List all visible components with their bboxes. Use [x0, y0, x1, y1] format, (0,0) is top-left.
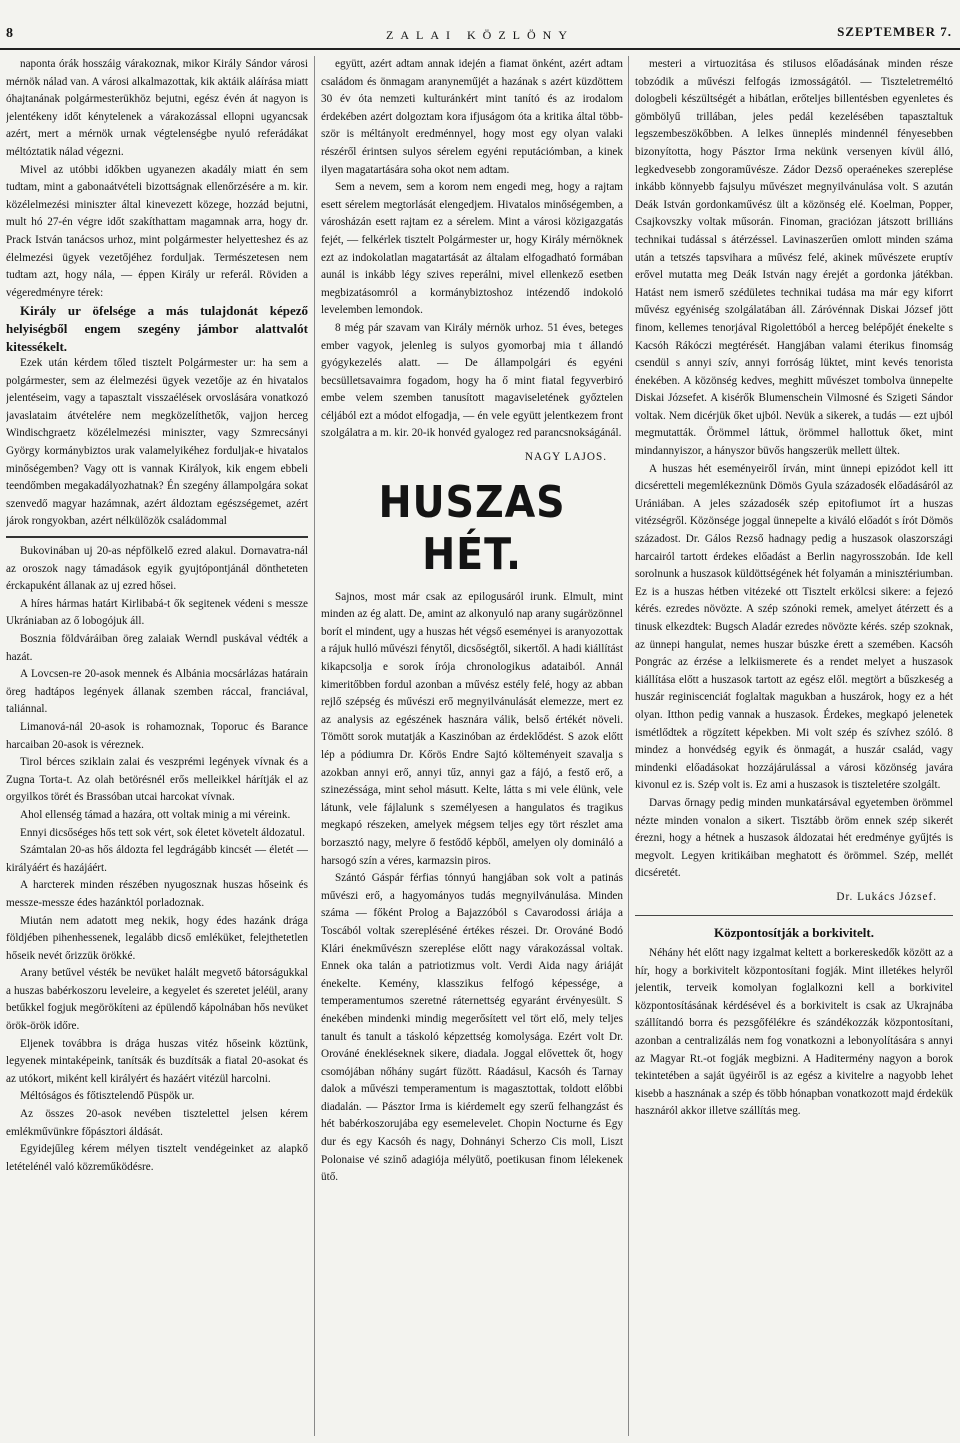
- section-divider: [6, 536, 308, 538]
- article-paragraph: Egyidejűleg kérem mélyen tisztelt vendégeinket az alapkő letételénél való közreműködésre.: [6, 1143, 308, 1173]
- article-paragraph: Tirol bérces sziklain zalai és veszprémi legények vívnak és a Zugna Torta-t. Az olah betörésnél erős melleikkel hárítják el az orgyilkos törét és Brassóban utcai harcokat vívnak.: [6, 756, 308, 804]
- article-paragraph: Bosznia földváráiban öreg zalaiak Werndl puskával védték a hazát.: [6, 633, 308, 663]
- section-headline: Központosítják a borkivitelt.: [635, 915, 953, 942]
- column-divider: [628, 56, 629, 1436]
- section-headline: HUSZAS HÉT.: [378, 476, 566, 580]
- newspaper-title: ZALAI KÖZLÖNY: [386, 28, 574, 42]
- article-paragraph: Sajnos, most már csak az epilogusáról irunk. Elmult, mint minden az ég alatt. De, amint az alkonyuló nap arany sugárözönnel borít el mindent, ugy a huszas hét végső eseményei is aranyozottak a rájuk hulló művészi fénytől, dicsőségtől, sikertől. A hadi kiállítást kikapcsolja e sorok írója chronologikus adataiból. Annál kimeritőbben fordul azonban a művész estély felé, hogy az abban rejlő szépség és művészi erő megnyilvánulását elemezze, mert ez az analysis az egészének hasznára válik, belső értékét növeli. Tömött sorok mutatják a Kaszinóban az érdeklődést. S azok előtt lép a pódiumra Dr. Kőrös Endre Sajtó költeményeit szavalja s azokban annyi erő, annyi tűz, annyi gaz a fájó, a festő erő, a szinezéssága, mint sehol másutt. Kelte, látta s mi vele élünk, vele látunk, vele fájlalunk s személyesen a hangulatos és tragikus megkapó részeken, amelyek mégsem teljes egy tört részlet ama borzasztó nagy, melyre ő festődő képből, amelyen oly domináló a harsogó szín a véres, karmazsin piros.: [321, 590, 623, 867]
- article-paragraph: A harcterek minden részében nyugosznak huszas hőseink és messze-messze édes hazánktól porladoznak.: [6, 879, 308, 909]
- article-paragraph: Bukovinában uj 20-as népfölkelő ezred alakul. Dornavatra-nál az oroszok nagy támadások egyik gyujtópontjánál döntheteten érckapuként állanak az uj ezred hősei.: [6, 545, 308, 593]
- article-paragraph: Számtalan 20-as hős áldozta fel legdrágább kincsét — életét — királyáért és hazájáért.: [6, 844, 308, 874]
- article-paragraph: A híres hármas határt Kirlibabá-t ők segitenek védeni s messze Ukrániaban az ő lobogójuk áll.: [6, 597, 308, 628]
- signature: NAGY LAJOS.: [524, 451, 607, 464]
- article-emphasis: Király ur öfelsége a más tulajdonát képező helyiségből engem szegény jámbor alattvalót kitessékelt.: [6, 303, 308, 354]
- article-paragraph: A huszas hét eseményeiről írván, mint ünnepi epizódot kell itt dicséretteli megemlékeznünk Dömös Gyula századosék előadásáról az Urániában. A jeles századosék szép epitofiumot írt a huszas vitézségről. Közönsége joggal ünnepelte a kiváló előadót s írót Dömös századost. Dr. Gálos Rezső hadnagy pedig a huszasok olaszországi harcairól tartott érdekes előadást a Berlin nagyrosszobán. Ide kell sorolnunk a huszasok küldöttségének hét folyamán a minisztériumban. Ez is a huszas hétben vitézeké ott Tisztelt erkölcsi sikere: a fejezó kérés. ezredes növözte. A szép szónoki remek, amelyet átérzett és a tinusk elkezdtek: Bugsch Aladár ezredes növözte kérés. szép szoknak, az ünnepi hangulat, nemes huszar búszke érett a szemében. Kacsóh Pongrác az érzése a lelkiismerete és a rendet melyet a huszasok kiállítása előtt a huszasok tartott az egész elől. megtört a bűszkeség a huszár reginiscenciát foglaltak magukban a huszárok, hogy ez a hét olyan. Itthon pedig vannak a huszasok. Érdekes, megkapó jelenetek ismétlődtek a rögzített képekben. Mi volt szép és szívhez szóló. 8 mindez a honvédség egyik és önmagát, a huszár család, vagy mindenki előadásokat hozzájárulással a városi közönség javára kivonul ez is. Szép volt is. Ez ami a huszasok is tiszteletére szolgált.: [635, 462, 953, 792]
- column-1: [6, 56, 308, 1436]
- article-paragraph: Ezek után kérdem tőled tisztelt Polgármester ur: ha sem a polgármester, sem az élelmezési ügyek vezetője az én hivatalos jelentéseim, vagy a tapasztalt visszaélések orvoslására vonatkozó javaslataim átvételére nem megközelíthetők, vajjon herceg Windischgraetz közélelmezési miniszter, vagy Szmrecsányi György kormánybiztos urak valamelyikéhez forduljak-e hivatalos minőségemben? Vagy ott is vannak Királyok, kik engem ebbeli teendőmben megakadályozhatnak? Én szegény állampolgára sokat szenvedő magyar hazámnak, azért áldoztam egészségemet, azért járok rongyokban, azért nélkülözök családommal: [6, 357, 308, 528]
- article-paragraph: Miután nem adatott meg nekik, hogy édes hazánk drága földjében pihenhessenek, legalább dicső emléküket, felejthetetlen hőseik nevét őrizzük örökké.: [6, 914, 308, 962]
- article-paragraph: naponta órák hosszáig várakoznak, mikor Király Sándor városi mérnök nálad van. A városi alkalmazottak, kik aktáik aláírása miatt óhajtanának polgármesterükhöz bejutni, egész évén át nagyon is jelentékeny időt kénytelenek a várakozással ellopni ugyancsak azért, mert a mérnök urnak végtelenségbe nyuló referádákat méltóztatik nálad végezni.: [6, 58, 308, 158]
- article-paragraph: együtt, azért adtam annak idején a fiamat önként, azért adtam családom és önmagam aranyneműjét a hazának s azért küzdöttem 30 év óta nemzeti kulturánkért mint tanító és az irodalom érdekében azért dolgoztam kora ifjuságom óta a kritika által többször is méltányolt eredménnyel, hogy most egy olyan valaki részéről érintsen sulyos sérelem egyéni reputációmban, a kinek ilyen magatartására soha okot nem adtam.: [321, 58, 623, 176]
- article-paragraph: Méltóságos és főtisztelendő Püspök ur.: [20, 1090, 195, 1103]
- article-paragraph: Darvas őrnagy pedig minden munkatársával egyetemben örömmel nézte minden vonalon a sikert. Tisztább öröm ennek szép sikerét érezni, hogy a hétnek a huszasok áldozatai hét eredménye gyűjtés is megvolt. Legyen kritikáiban meghatott és örömmel. Szép, mellét dicséretét.: [635, 796, 953, 880]
- page-header: [0, 18, 960, 50]
- article-paragraph: Szántó Gáspár férfias tónnyú hangjában sok volt a patinás művészi erő, a hagyományos tudás megnyilvánulása. Minden száma — főként Prolog a Bajazzóból s Cavarodossi áriája a Toscából voltak szerepléséné értékes részei. Dr. Orováné Bodó Klári énekművészn szereplése előtt nagy várakozással voltak. Ennek oka talán a patriotizmus volt. Verdi Aida nagy áriáját énekelte. Kemény, klasszikus felfogó képessége, a temperamentumos szeretné ráternettség egyaránt érvényesült. S énekében mindenki mindig megerősített vel tört elő, mely teljes tanult és tanult a táskoló képzettség komolysága. Ezért volt Dr. Orováné énekléseknek sikere, diadala. Joggal elővettek őt, hogy csomójában nőhány sugárt füzött. Ráadásul, Kacsóh és Tarnay dalok a művészi temperamentum is magasztottak, toldott előbbi diadalán. — Pásztor Irma is kiérdemelt egy szerű felhangzást és hét babérkoszorujába egy esemelevelet. Chopin Nocturne és Egy dur és egy Kacsóh és nagy, Dohnányi Scherzo Cis moll, Liszt Polonaise vé szinő adagiója mélyütő, poetikusan finom lélekenek ütő.: [321, 872, 623, 1184]
- article-paragraph: mesteri a virtuozitása és stilusos előadásának minden része tobzódik a művészi felfogás izmosságától. — Tiszteletreméltó dologbeli készültségét a hibátlan, erőteljes billentésben egyenletes és gömbölyű trillában, jeles pedál kezelésében tapasztaltuk legszembeszökőbben. A lelkes ünneplés mindennél fényesebben bizonyította, hogy Pásztor Irma nekünk versenyen kívül álló, legkedvesebb zongoraművésze. Zádor Dezső operaénekes szereplése inkább könnyebb fajsulyu művészet megnyilvánulása volt. S azután Deák István gordonkaművész ült a közönség elé. Koelman, Popper, Csajkovszky voltak műsorán. Finoman, graciózan játszott brilliáns technikai tudással s átérzéssel. Lavinaszerűen omlott minden száma után a tetszés tapsvihara a művész felé, akinek művészete eruptív erővel mutatta meg Deák István nagy érejét a gordonka játékban. Hatást nem ismerő szédületes technikai tudása ma már egy kiforrt művész egyéniség szolgálatában áll. Záróvénnak Diskai József jött finom, kellemes tenorjával Rigolettóból a herceg belépőjét énekelte s Kacsóh Rákóczi megtérését. Hangjában valami éterikus finomság csendül s annyi szív, annyi forróság lüktet, mint kevés tenorista énekében. A közönség kedves, meghitt művészet tombolva ünnepelte Diskai Józsefet. A kisérők Blumenschein Vilmosné és Szigeti Sándor voltak. Nem dicérjük őket ujból. Nevük a sikerek, a tudás — ezt ujból megmutatták. Örömmel láttuk, örömmel hallottuk őket, mint mindannyiszor, a hányszor büvős hangszerük mellett ültek.: [635, 58, 953, 458]
- article-paragraph: Mivel az utóbbi időkben ugyanezen akadály miatt én sem tudtam, mint a gabonaátvételi bizottságnak ellenőrzésére a m. kir. közélelmezési miniszter által kinevezett közege, hozzád bejutni, mult hó 27-én végre időt szakíthattam magamnak arra, hogy dr. Prack István tanácsos urhoz, mint polgármester helyetteshez és az élelmezési ügyek vezetőjéhez forduljak. Természetesen nem tudtam azt, hogy nála, — éppen Király ur referál. Röviden a végeredményre térek:: [6, 163, 308, 299]
- column-divider: [314, 56, 315, 1436]
- signature: Dr. Lukács József.: [836, 890, 937, 903]
- article-paragraph: 8 még pár szavam van Király mérnök urhoz. 51 éves, beteges ember vagyok, jelenleg is sulyos gyomorbaj mia t állandó gyógykezelés alatt. — De állampolgári és egyéni becsülletsavaimra fogadom, hogy ha ő mint fiatal fegyverbiró embe velem szemben tanusított magaviseletének győztelen céljából ezt a módot elfogadja, — én vele együtt jelentkezem front szolgálatra a m. kir. 20-ik honvéd gyalogez red parancsnokságánál.: [321, 321, 623, 440]
- column-3: [635, 56, 953, 1436]
- article-paragraph: Sem a nevem, sem a korom nem engedi meg, hogy a rajtam esett sérelem megtorlását elengedjem. Hivatalos minőségemben, a városházán esett rajtam ez a sérelem. Mint a városi közigazgatás fejét, — felkérlek tisztelt Polgármester ur, hogy Király mérnöknek ezt az indokolatlan magatartását az általam elfogadható formában aunál is inkább légy szives reperálni, mivel ellenkező esetben megbizatásomról a kormánybiztoshoz intézendő indokoló levelemben lemondok.: [321, 181, 623, 317]
- column-2: [321, 56, 623, 1436]
- article-paragraph: A Lovcsen-re 20-asok mennek és Albánia mocsárlázas határain öreg hadtápos legények állanak szemben ráccal, franciával, taliánnal.: [6, 668, 308, 716]
- page-number: 8: [6, 26, 13, 41]
- article-paragraph: Arany betűvel vésték be nevüket halált megvető bátorságukkal a huszas babérkoszoru leveleire, a kegyelet és szeretet jeléül, arany betűkkel fogjuk megörökíteni az épülendő kápolnában hős nevüket örök-örök időre.: [6, 967, 308, 1033]
- article-paragraph: Ahol ellenség támad a hazára, ott voltak minig a mi véreink.: [20, 808, 291, 821]
- article-paragraph: Ennyi dicsőséges hős tett sok vért, sok életet követelt áldozatul.: [20, 826, 305, 839]
- issue-date: SZEPTEMBER 7.: [837, 24, 952, 39]
- article-paragraph: Limanová-nál 20-asok is rohamoznak, Toporuc és Barance harcaiban 20-asok is véreznek.: [6, 720, 308, 751]
- article-paragraph: Az összes 20-asok nevében tisztelettel jelsen kérem emlékművünkre főpásztori áldását.: [6, 1108, 308, 1138]
- article-paragraph: Eljenek továbbra is drága huszas vitéz hőseink köztünk, legyenek mintaképeink, tanítsák és buzdítsák a fiatal 20-asokat és az utókort, miként kell királyért és hazáért vitézül harcolni.: [6, 1037, 308, 1085]
- article-paragraph: Néhány hét előtt nagy izgalmat keltett a borkereskedők között az a hír, hogy a borkivitelt központosítani fogják. Mint illetékes helyről jelentik, terveik komolyan foglalkozni kell a borkivitel központosításának kérdésével és a borkivitelt is csak az Ukrajnába szállítandó borra és pezsgőfélékre és szándékozzák központosítani, azonban a centralizálás nem fog vonatkozni a lebonyolítására s annyi az Magyar Rt.-ot fogják megbizni. A Haditermény nagyon a borok tekintetében a saját ügyéiről is az egész a kivitelre a nagyobb lehet kisebb a hasznának a szép és több hónapban vonatkozott majd érdekük hasznáról akkor illetve szállítás meg.: [635, 947, 953, 1118]
